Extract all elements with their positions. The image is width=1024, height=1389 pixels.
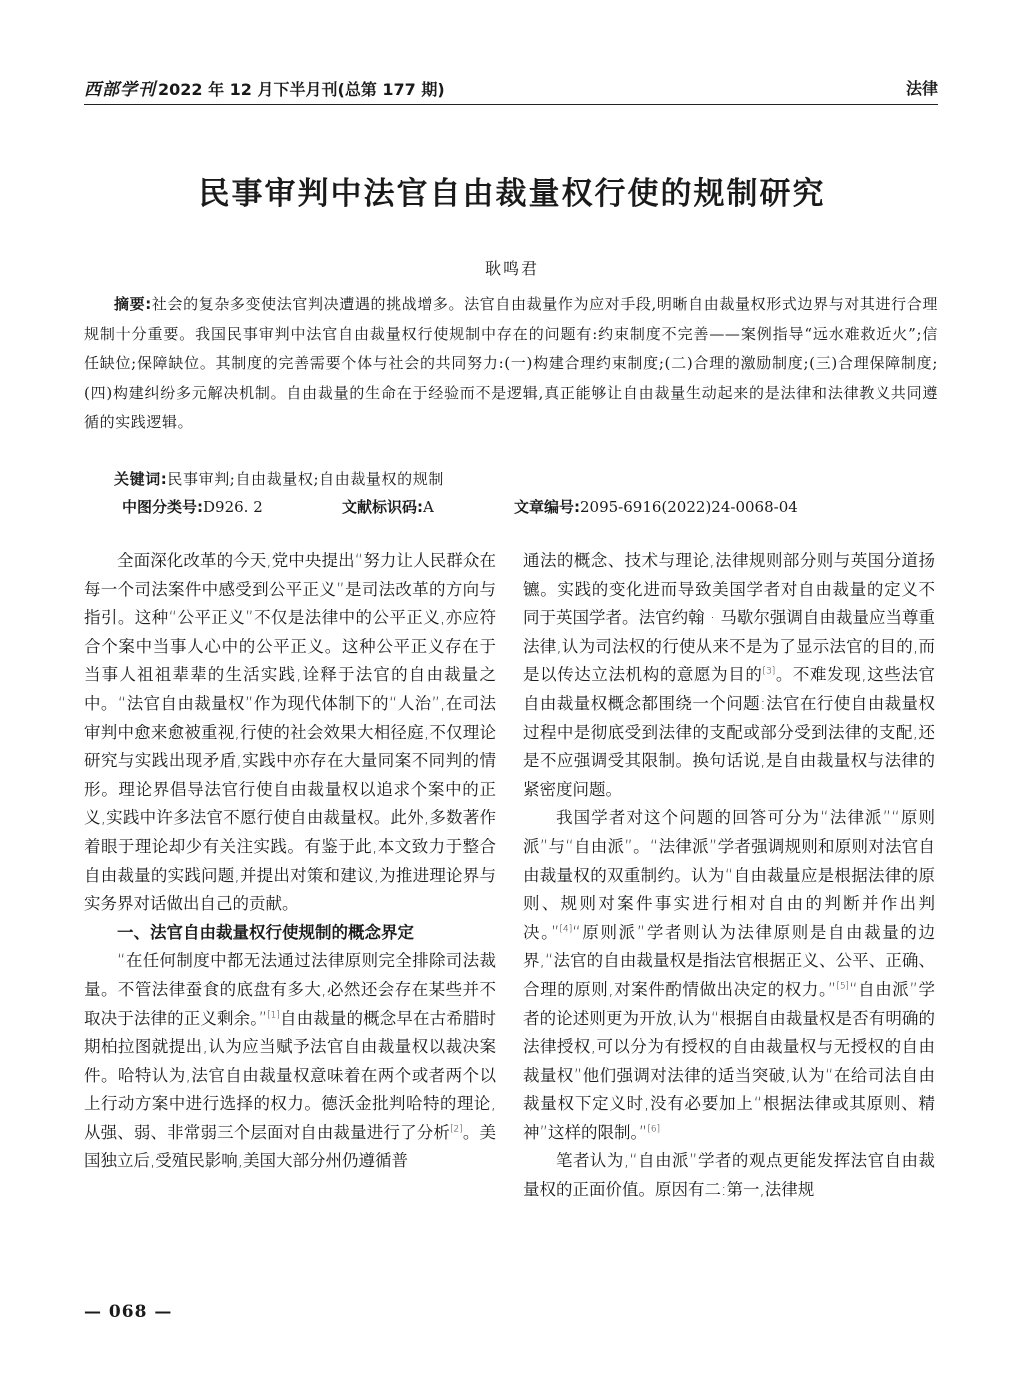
clc-label: 中图分类号: <box>122 498 203 516</box>
abstract <box>84 290 938 438</box>
author-name: 耿鸣君 <box>484 259 539 278</box>
paragraph-text: 自由裁量的概念早在古希腊时期柏拉图就提出,认为应当赋予法官自由裁量权以裁决案件。哈特认为,法官自由裁量权意味着在两个或者两个以上行动方案中进行选择的权力。德沃金批判哈特的理论,从强、弱、非常弱三个层面对自由裁量进行了分析 <box>84 1008 496 1142</box>
section-heading: 一、法官自由裁量权行使规制的概念界定 <box>117 922 414 942</box>
doc-code-label: 文献标识码: <box>342 498 423 516</box>
paragraph: 全面深化改革的今天,党中央提出“努力让人民群众在每一个司法案件中感受到公平正义”是司法改革的方向与指引。这种“公平正义”不仅是法律中的公平正义,亦应符合个案中当事人心中的公平正义。这种公平正义存在于当事人祖祖辈辈的生活实践,诠释于法官的自由裁量之中。“法官自由裁量权”作为现代体制下的“人治”,在司法审判中愈来愈被重视,行使的社会效果大相径庭,不仅理论研究与实践出现矛盾,实践中亦存在大量同案不同判的情形。理论界倡导法官行使自由裁量权以追求个案中的正义,实践中许多法官不愿行使自由裁量权。此外,多数著作着眼于理论却少有关注实践。有鉴于此,本文致力于整合自由裁量的实践问题,并提出对策和建议,为推进理论界与实务界对话做出自己的贡献。 <box>84 551 496 914</box>
keywords-label: 关键词: <box>114 470 168 488</box>
paragraph: 笔者认为,“自由派”学者的观点更能发挥法官自由裁量权的正面价值。原因有二:第一,法律规 <box>523 1151 935 1200</box>
paragraph-text: “原则派”学者则认为法律原则是自由裁量的边界,“法官的自由裁量权是指法官根据正义、公平、正确、合理的原则,对案件酌情做出决定的权力。” <box>523 922 935 999</box>
section-name: 法律 <box>905 78 938 98</box>
paragraph-text: 。美国独立后,受殖民影响,美国大部分州仍遵循普 <box>84 1122 497 1171</box>
citation-ref[interactable]: [5] <box>836 981 850 992</box>
citation-ref[interactable]: [2] <box>449 1124 463 1135</box>
clc-value: D926. 2 <box>203 498 263 516</box>
running-header <box>84 70 938 105</box>
article-number-label: 文章编号: <box>514 498 580 516</box>
doc-code-value: A <box>423 498 434 516</box>
citation-ref[interactable]: [1] <box>267 1010 280 1020</box>
article-number <box>514 494 798 520</box>
paper-title: 民事审判中法官自由裁量权行使的规制研究 <box>198 176 826 212</box>
abstract-label: 摘要: <box>114 295 152 313</box>
paragraph-text: 我国学者对这个问题的回答可分为“法律派”“原则派”与“自由派”。“法律派”学者强调规则和原则对法官自由裁量权的双重制约。认为“自由裁量应是根据法律的原则、规则对案件事实进行相对自由的判断并作出判决。” <box>523 808 935 942</box>
paragraph <box>84 947 496 1176</box>
page-number: — 068 — <box>84 1302 173 1322</box>
abstract-text: 社会的复杂多变使法官判决遭遇的挑战增多。法官自由裁量作为应对手段,明晰自由裁量权形式边界与对其进行合理规制十分重要。我国民事审判中法官自由裁量权行使规制中存在的问题有:约束制度不完善——案例指导“远水难救近火”;信任缺位;保障缺位。其制度的完善需要个体与社会的共同努力:(一)构建合理约束制度;(二)合理的激励制度;(三)合理保障制度;(四)构建纠纷多元解决机制。自由裁量的生命在于经验而不是逻辑,真正能够让自由裁量生动起来的是法律和法律教义共同遵循的实践逻辑。 <box>84 295 938 431</box>
body-column-left <box>84 547 496 1176</box>
paragraph-text: “自由派”学者的论述则更为开放,认为“根据自由裁量权是否有明确的法律授权,可以分为有授权的自由裁量权与无授权的自由裁量权”他们强调对法律的适当突破,认为“在给司法自由裁量权下定义时,没有必要加上“根据法律或其原则、精神”这样的限制。” <box>523 979 935 1142</box>
paragraph-text: 通法的概念、技术与理论,法律规则部分则与英国分道扬镳。实践的变化进而导致美国学者对自由裁量的定义不同于英国学者。法官约翰 · 马歇尔强调自由裁量应当尊重法律,认为司法权的行使从来不是为了显示法官的目的,而是以传达立法机构的意愿为目的 <box>523 551 935 685</box>
paragraph-text: “在任何制度中都无法通过法律原则完全排除司法裁量。不管法律蚕食的底盘有多大,必然还会存在某些并不取决于法律的正义剩余。” <box>84 951 496 1028</box>
document-code <box>342 494 514 520</box>
classification-row <box>122 494 938 520</box>
article-number-value: 2095-6916(2022)24-0068-04 <box>580 498 798 516</box>
paragraph-text: 。不难发现,这些法官自由裁量权概念都围绕一个问题:法官在行使自由裁量权过程中是彻底受到法律的支配或部分受到法律的支配,还是不应强调受其限制。换句话说,是自由裁量权与法律的紧密度问题。 <box>523 665 936 799</box>
issue-info: 2022 年 12 月下半月刊(总第 177 期) <box>158 79 445 99</box>
paragraph <box>523 804 935 1147</box>
citation-ref[interactable]: [3] <box>762 666 776 677</box>
journal-logo: 西部学刊 <box>84 79 156 100</box>
clc-number <box>122 494 342 520</box>
keywords-text: 民事审判;自由裁量权;自由裁量权的规制 <box>167 470 444 488</box>
keywords <box>84 466 938 492</box>
citation-ref[interactable]: [6] <box>647 1124 661 1135</box>
paragraph <box>523 547 935 804</box>
header-left <box>84 75 445 100</box>
citation-ref[interactable]: [4] <box>559 924 573 935</box>
body-column-right <box>523 547 935 1205</box>
